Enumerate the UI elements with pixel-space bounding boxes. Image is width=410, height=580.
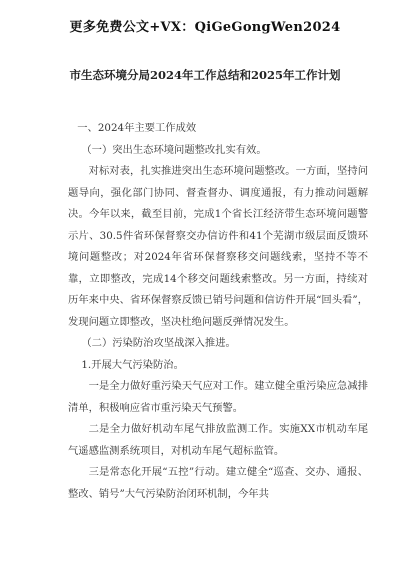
subsection-heading-1: （一）突出生态环境问题整改扎实有效。	[81, 143, 267, 156]
sub-item-heading-1: 1.开展大气污染防治。	[81, 358, 184, 371]
document-body	[68, 118, 368, 505]
paragraph-3: 二是全力做好机动车尾气排放监测工作。实施XX市机动车尾气遥感监测系统项目，对机动车尾气超标监管。	[68, 423, 368, 457]
section-heading-1: 一、2024年主要工作成效	[77, 122, 197, 134]
promo-banner: 更多免费公文+VX：QiGeGongWen2024	[69, 20, 341, 35]
subsection-heading-2: （二）污染防治攻坚战深入推进。	[81, 337, 236, 349]
paragraph-4: 三是常态化开展“五控”行动。建立健全“巡查、交办、通报、整改、销号”大气污染防治闭环机制，今年共	[68, 466, 368, 500]
paragraph-1: 对标对表，扎实推进突出生态环境问题整改。一方面，坚持问题导向，强化部门协同、督查督办、调度通报，有力推动问题解决。今年以来，截至目前，完成1个省长江经济带生态环境问题警示片、30.5件省环保督察交办信访件和41个芜湖市级层面反馈环境问题整改；对2024年省环保督察移交问题线索，坚持不等不靠，立即整改，完成14个移交问题线索整改。另一方面，持续对历年来中央、省环保督察反馈已销号问题和信访件开展“回头看”，发现问题立即整改，坚决杜绝问题反弹情况发生。	[68, 165, 368, 328]
document-title: 市生态环境分局2024年工作总结和2025年工作计划	[69, 68, 341, 82]
paragraph-2: 一是全力做好重污染天气应对工作。建立健全重污染应急减排清单，积极响应省市重污染天气预警。	[68, 380, 368, 414]
